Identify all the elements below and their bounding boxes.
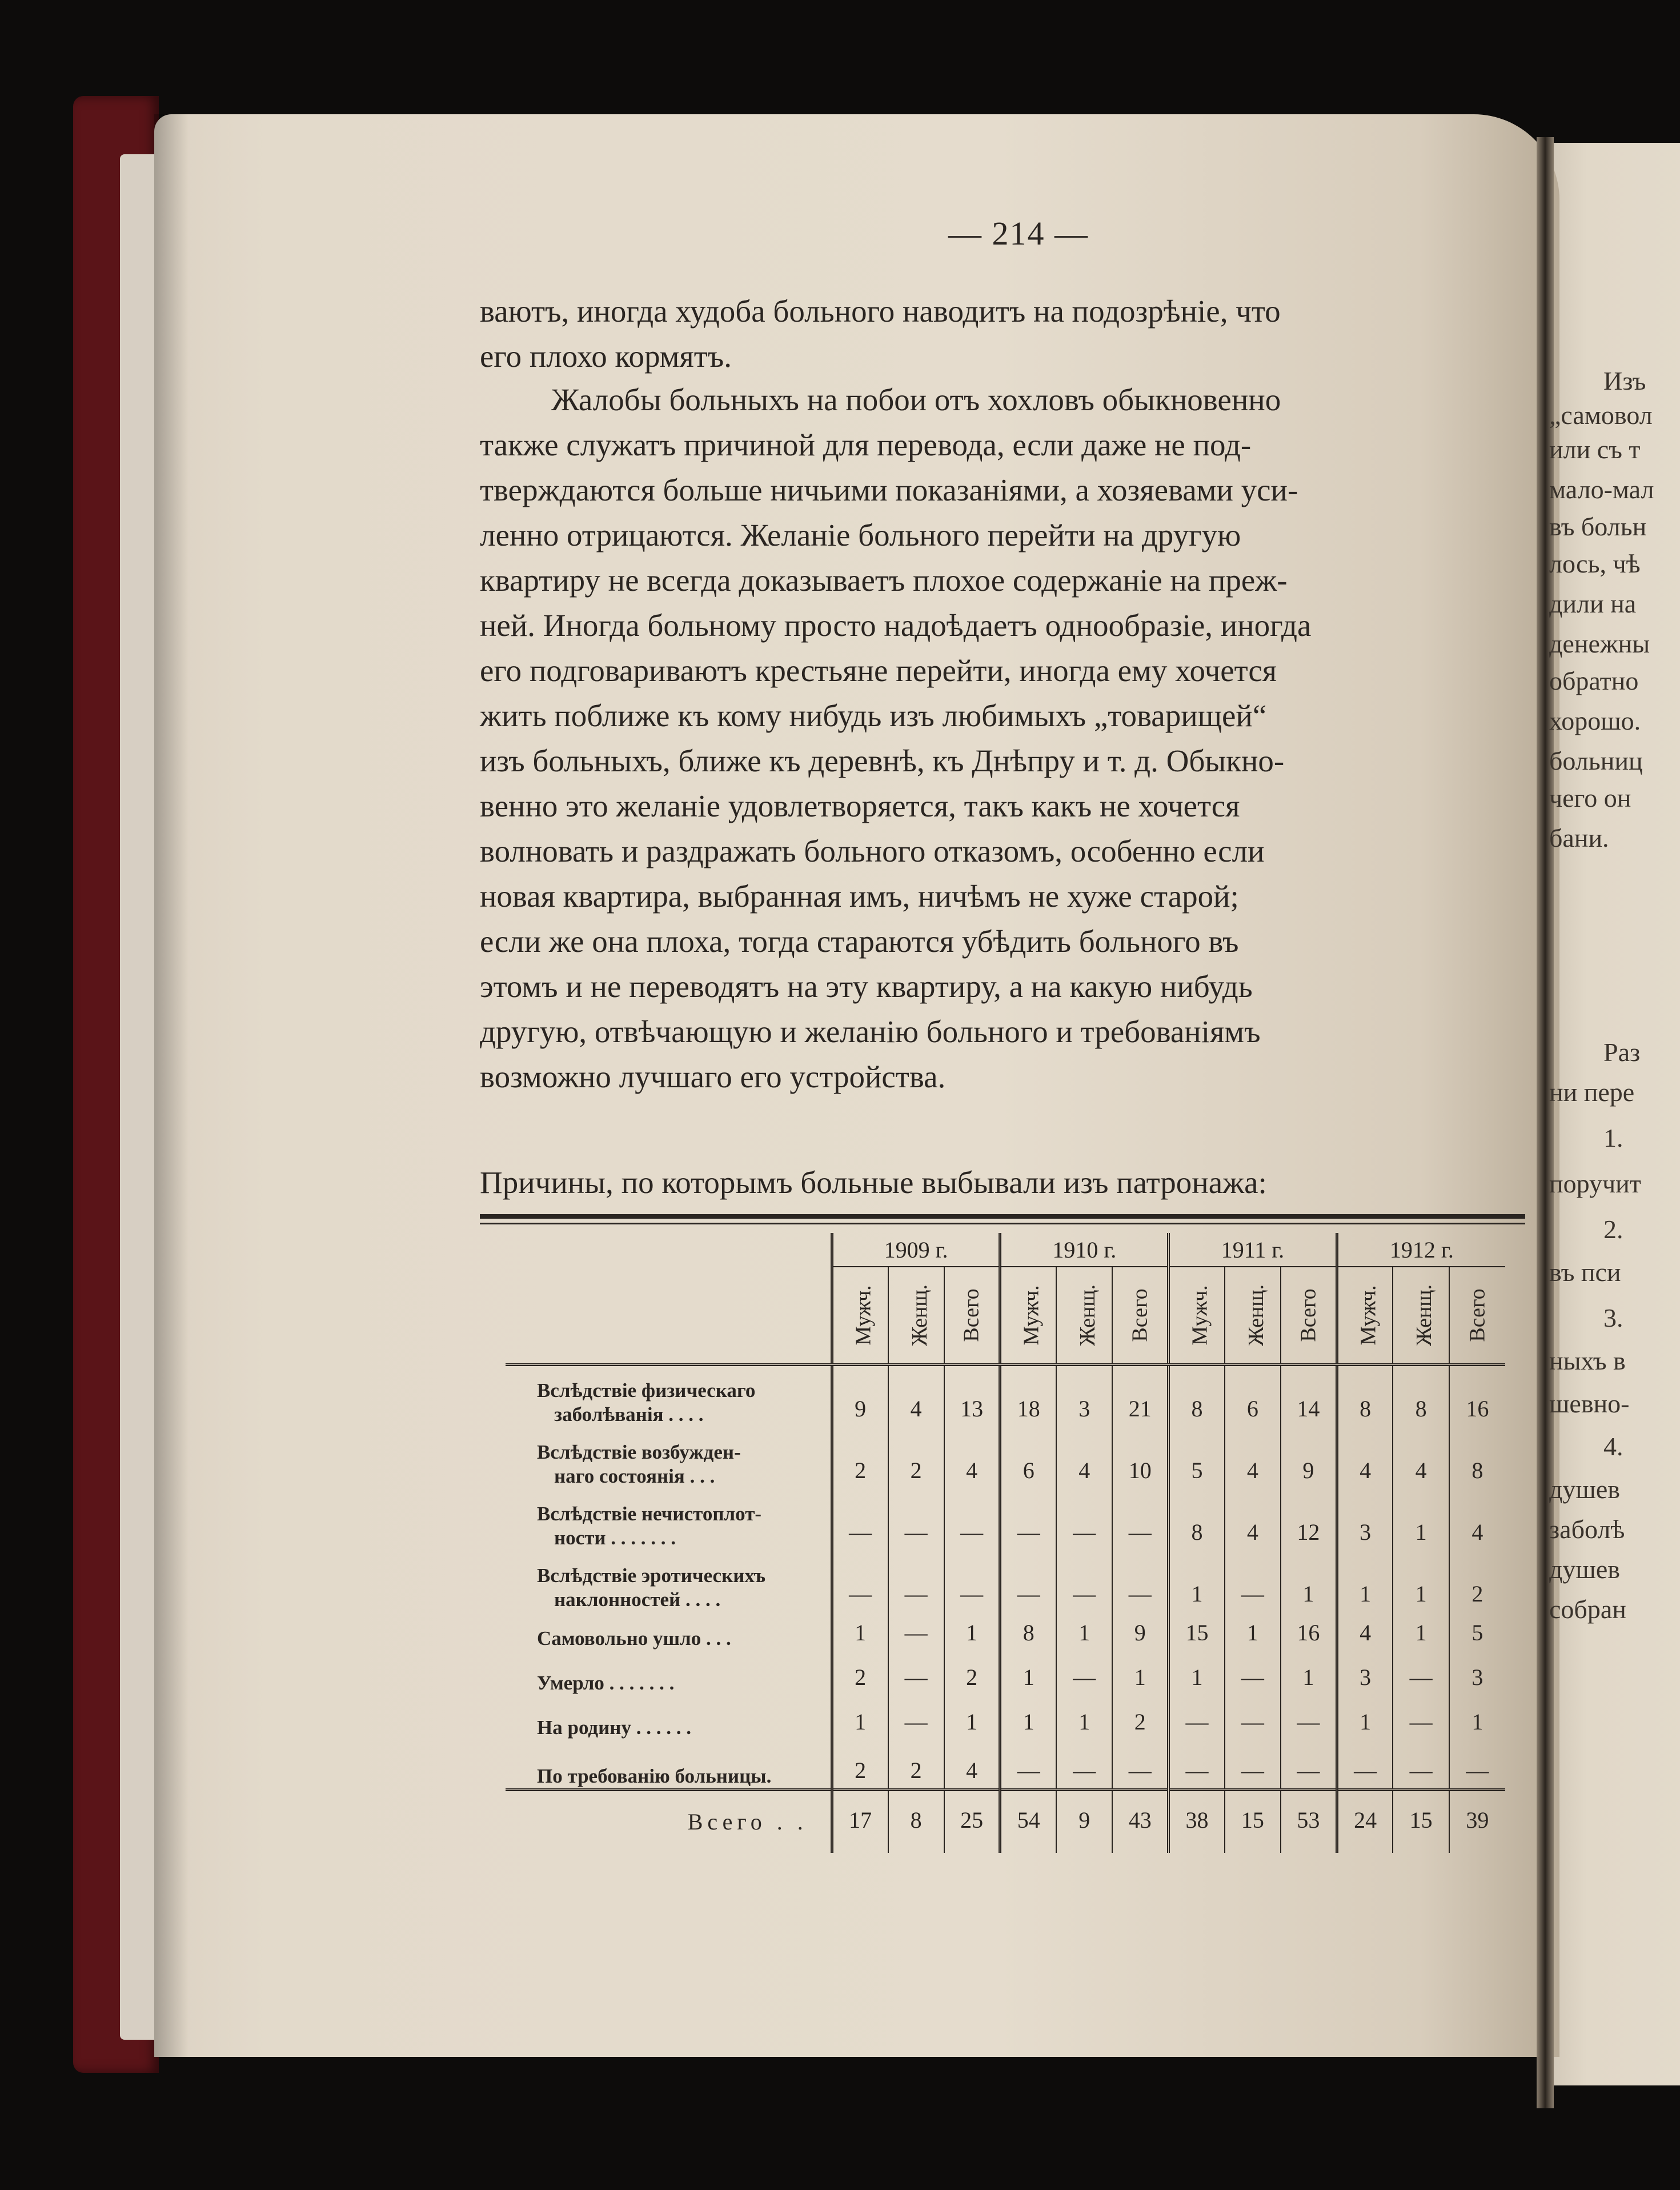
table-cell: 3 (1337, 1651, 1393, 1695)
table-cell: 2 (1449, 1550, 1505, 1612)
row-label (506, 1488, 832, 1550)
total-row (506, 1790, 1505, 1853)
table-cell: 1 (944, 1612, 1000, 1651)
table-row (506, 1550, 1505, 1612)
col-header-women: Женщ. (1056, 1267, 1112, 1365)
row-label (506, 1651, 832, 1695)
year-header: 1910 г. (1000, 1233, 1169, 1267)
table-row (506, 1651, 1505, 1695)
row-label-line: ности . . . . . . . (554, 1526, 676, 1549)
table-cell: 18 (1000, 1365, 1056, 1427)
table-cell: 3 (1337, 1488, 1393, 1550)
facing-page-line: хорошо. (1549, 706, 1641, 735)
table-cell: 4 (1449, 1488, 1505, 1550)
col-header-total: Всего (944, 1267, 1000, 1365)
table-cell: — (1056, 1550, 1112, 1612)
facing-page-line: душев (1549, 1475, 1620, 1504)
text-line: венно это желаніе удовлетворяется, такъ какъ не хочется (480, 788, 1240, 823)
row-label-line: По требованію больницы. (537, 1765, 772, 1787)
table-cell: 1 (1056, 1695, 1112, 1740)
col-header-total: Всего (1449, 1267, 1505, 1365)
row-label-line: заболѣванія . . . . (554, 1403, 704, 1426)
table-cell: 2 (1112, 1695, 1168, 1740)
text-line: также служатъ причиной для перевода, если даже не под- (480, 427, 1252, 462)
discharge-reasons-table (506, 1233, 1505, 1853)
table-cell: 2 (832, 1427, 888, 1488)
text-line: его подговариваютъ крестьяне перейти, иногда ему хочется (480, 653, 1277, 688)
table-cell: 21 (1112, 1365, 1168, 1427)
table-cell: — (1393, 1740, 1449, 1790)
table-cell: 12 (1281, 1488, 1337, 1550)
text-line: его плохо кормятъ. (480, 339, 732, 374)
row-label-line: наклонностей . . . . (554, 1588, 721, 1611)
paragraph-1 (480, 289, 1525, 379)
table-cell: 2 (888, 1740, 944, 1790)
table-cell: — (1169, 1740, 1225, 1790)
table-cell: — (1337, 1740, 1393, 1790)
table-cell: — (832, 1488, 888, 1550)
table-cell: — (1056, 1651, 1112, 1695)
paragraph-2 (480, 377, 1525, 1099)
table-cell: 1 (832, 1612, 888, 1651)
row-label (506, 1427, 832, 1488)
col-header-women: Женщ. (1393, 1267, 1449, 1365)
col-header-women: Женщ. (888, 1267, 944, 1365)
table-cell: 4 (888, 1365, 944, 1427)
table-cell: 8 (1000, 1612, 1056, 1651)
row-label-line: Вслѣдствіе возбужден- (537, 1440, 741, 1463)
table-cell: 6 (1000, 1427, 1056, 1488)
table-cell: — (1225, 1550, 1281, 1612)
table-cell: 1 (1449, 1695, 1505, 1740)
text-line: если же она плоха, тогда стараются убѣдить больного въ (480, 924, 1239, 959)
facing-page-line: Изъ (1603, 366, 1646, 395)
table-cell: 2 (944, 1651, 1000, 1695)
table-cell: 9 (832, 1365, 888, 1427)
row-label-line: Вслѣдствіе эротическихъ (537, 1564, 765, 1587)
facing-page-line: въ пси (1549, 1258, 1621, 1287)
total-cell: 25 (944, 1790, 1000, 1853)
table-cell: 16 (1449, 1365, 1505, 1427)
table-top-rule (480, 1214, 1525, 1219)
table-row (506, 1740, 1505, 1790)
facing-page-line: чего он (1549, 783, 1631, 812)
table-cell: — (1393, 1651, 1449, 1695)
page-number: — 214 — (948, 215, 1089, 252)
table-cell: 1 (1169, 1550, 1225, 1612)
facing-page-line: шевно- (1549, 1389, 1630, 1418)
table-cell: 8 (1169, 1365, 1225, 1427)
table-cell: — (1056, 1740, 1112, 1790)
table-cell: 5 (1449, 1612, 1505, 1651)
facing-page-line: „самовол (1549, 401, 1653, 430)
table-cell: — (944, 1550, 1000, 1612)
table-cell: 4 (1225, 1488, 1281, 1550)
col-header-men: Мужч. (832, 1267, 888, 1365)
table-cell: — (1225, 1651, 1281, 1695)
table-cell: — (1112, 1740, 1168, 1790)
table-cell: 1 (1112, 1651, 1168, 1695)
facing-page-line: ныхъ в (1549, 1346, 1626, 1375)
table-cell: 1 (944, 1695, 1000, 1740)
table-cell: 1 (1225, 1612, 1281, 1651)
col-header-men: Мужч. (1337, 1267, 1393, 1365)
table-cell: 5 (1169, 1427, 1225, 1488)
total-cell: 15 (1225, 1790, 1281, 1853)
total-cell: 39 (1449, 1790, 1505, 1853)
col-header-total: Всего (1281, 1267, 1337, 1365)
table-cell: 13 (944, 1365, 1000, 1427)
total-cell: 17 (832, 1790, 888, 1853)
table-cell: 4 (1225, 1427, 1281, 1488)
table-cell: 1 (1000, 1651, 1056, 1695)
table-cell: 3 (1449, 1651, 1505, 1695)
text-line: ней. Иногда больному просто надоѣдаетъ однообразіе, иногда (480, 608, 1312, 643)
text-line: возможно лучшаго его устройства. (480, 1059, 946, 1094)
text-line: другую, отвѣчающую и желанію больного и требованіямъ (480, 1014, 1261, 1049)
row-label-line: На родину . . . . . . (537, 1716, 691, 1739)
row-label (506, 1695, 832, 1740)
text-line: новая квартира, выбранная имъ, ничѣмъ не хуже старой; (480, 879, 1239, 914)
table-cell: — (832, 1550, 888, 1612)
table-cell: 4 (1056, 1427, 1112, 1488)
table-cell: 1 (1169, 1651, 1225, 1695)
table-row (506, 1488, 1505, 1550)
table-cell: 1 (1281, 1550, 1337, 1612)
text-line: Жалобы больныхъ на побои отъ хохловъ обыкновенно (551, 382, 1281, 417)
facing-page-line: собран (1549, 1595, 1626, 1624)
table-cell: 1 (1000, 1695, 1056, 1740)
table-cell: 9 (1112, 1612, 1168, 1651)
facing-page-line: лось, чѣ (1549, 549, 1641, 578)
facing-page-line: заболѣ (1549, 1515, 1625, 1544)
row-label (506, 1612, 832, 1651)
table-cell: 9 (1281, 1427, 1337, 1488)
col-header-men: Мужч. (1000, 1267, 1056, 1365)
table-cell: 2 (832, 1651, 888, 1695)
table-row (506, 1612, 1505, 1651)
facing-page-line: мало-мал (1549, 475, 1654, 504)
table-cell: — (1225, 1740, 1281, 1790)
table-cell: 4 (1337, 1612, 1393, 1651)
table-corner (506, 1233, 832, 1365)
table-cell: 16 (1281, 1612, 1337, 1651)
facing-page-line: Раз (1603, 1038, 1641, 1067)
text-line: ленно отрицаются. Желаніе больного перейти на другую (480, 518, 1241, 552)
table-cell: 1 (1337, 1550, 1393, 1612)
page-shadow (154, 114, 189, 2057)
table-cell: 4 (1393, 1427, 1449, 1488)
col-header-women: Женщ. (1225, 1267, 1281, 1365)
table-cell: — (1112, 1488, 1168, 1550)
table-cell: 4 (1337, 1427, 1393, 1488)
facing-page-line: дили на (1549, 589, 1637, 618)
row-label (506, 1550, 832, 1612)
row-label-line: Вслѣдствіе физическаго (537, 1379, 756, 1402)
book-gutter (1537, 137, 1554, 2108)
year-header: 1912 г. (1337, 1233, 1505, 1267)
table-cell: 1 (1393, 1550, 1449, 1612)
text-line: квартиру не всегда доказываетъ плохое содержаніе на преж- (480, 563, 1288, 598)
total-cell: 54 (1000, 1790, 1056, 1853)
text-line: этомъ и не переводятъ на эту квартиру, а на какую нибудь (480, 969, 1253, 1004)
table-row (506, 1365, 1505, 1427)
table-cell: 8 (1169, 1488, 1225, 1550)
total-cell: 43 (1112, 1790, 1168, 1853)
table-cell: — (1393, 1695, 1449, 1740)
row-label-line: Самовольно ушло . . . (537, 1627, 731, 1649)
row-label-line: Умерло . . . . . . . (537, 1671, 675, 1694)
text-line: волновать и раздражать больного отказомъ, особенно если (480, 834, 1265, 868)
col-header-men: Мужч. (1169, 1267, 1225, 1365)
table-cell: 2 (888, 1427, 944, 1488)
table-cell: — (888, 1695, 944, 1740)
year-header-row (506, 1233, 1505, 1267)
total-cell: 9 (1056, 1790, 1112, 1853)
col-header-total: Всего (1112, 1267, 1168, 1365)
table-cell: — (888, 1612, 944, 1651)
table-caption (480, 1160, 1525, 1205)
text-line: ваютъ, иногда худоба больного наводитъ на подозрѣніе, что (480, 294, 1281, 329)
text-line: тверждаются больше ничьими показаніями, а хозяевами уси- (480, 473, 1298, 507)
table-row (506, 1427, 1505, 1488)
facing-page-line: ни пере (1549, 1078, 1635, 1107)
total-cell: 24 (1337, 1790, 1393, 1853)
table-cell: — (1000, 1740, 1056, 1790)
table-cell: — (1000, 1488, 1056, 1550)
table-row (506, 1695, 1505, 1740)
table-body (506, 1365, 1505, 1853)
year-header: 1909 г. (832, 1233, 1000, 1267)
row-label (506, 1365, 832, 1427)
table-cell: 15 (1169, 1612, 1225, 1651)
text-line: жить поближе къ кому нибудь изъ любимыхъ „товарищей“ (480, 698, 1267, 733)
table-cell: 4 (944, 1740, 1000, 1790)
table-cell: 1 (1281, 1651, 1337, 1695)
facing-page-line: бани. (1549, 823, 1609, 852)
facing-page-line: 3. (1603, 1303, 1623, 1332)
table-cell: 1 (1393, 1488, 1449, 1550)
table-cell: 8 (1449, 1427, 1505, 1488)
table-cell: 4 (944, 1427, 1000, 1488)
table-cell: 1 (1393, 1612, 1449, 1651)
table-top-rule-thin (480, 1223, 1525, 1224)
table-cell: — (944, 1488, 1000, 1550)
facing-page-line: обратно (1549, 666, 1639, 695)
facing-page-line: 4. (1603, 1432, 1623, 1461)
row-label-line: наго состоянія . . . (554, 1464, 715, 1487)
text-line: Причины, по которымъ больные выбывали изъ патронажа: (480, 1165, 1267, 1200)
table-cell: 3 (1056, 1365, 1112, 1427)
table-cell: 1 (1337, 1695, 1393, 1740)
table-cell: 14 (1281, 1365, 1337, 1427)
facing-page-line: поручит (1549, 1169, 1641, 1198)
facing-page-line: больниц (1549, 746, 1643, 775)
facing-page-line: или съ т (1549, 435, 1641, 464)
table-cell: 1 (1056, 1612, 1112, 1651)
table-cell: 10 (1112, 1427, 1168, 1488)
facing-page-line: 1. (1603, 1123, 1623, 1152)
table-cell: — (1000, 1550, 1056, 1612)
text-line: изъ больныхъ, ближе къ деревнѣ, къ Днѣпру и т. д. Обыкно- (480, 743, 1285, 778)
table-cell: 1 (832, 1695, 888, 1740)
table-cell: — (888, 1651, 944, 1695)
total-cell: 8 (888, 1790, 944, 1853)
table-cell: — (1449, 1740, 1505, 1790)
table-cell: — (1056, 1488, 1112, 1550)
table-cell: 2 (832, 1740, 888, 1790)
total-cell: 53 (1281, 1790, 1337, 1853)
table-cell: — (888, 1550, 944, 1612)
row-label (506, 1740, 832, 1790)
facing-page-line: душев (1549, 1555, 1620, 1584)
table-cell: 8 (1337, 1365, 1393, 1427)
table-cell: — (1225, 1695, 1281, 1740)
table-cell: — (1169, 1695, 1225, 1740)
table-cell: — (1281, 1695, 1337, 1740)
table-cell: 8 (1393, 1365, 1449, 1427)
row-label-line: Вслѣдствіе нечистоплот- (537, 1502, 762, 1525)
facing-page-line: денежны (1549, 629, 1650, 658)
table-cell: — (1112, 1550, 1168, 1612)
total-label: Всего . . (506, 1790, 832, 1853)
facing-page-line: 2. (1603, 1215, 1623, 1244)
total-cell: 15 (1393, 1790, 1449, 1853)
year-header: 1911 г. (1169, 1233, 1337, 1267)
table-cell: — (1281, 1740, 1337, 1790)
table-cell: 6 (1225, 1365, 1281, 1427)
total-cell: 38 (1169, 1790, 1225, 1853)
table-cell: — (888, 1488, 944, 1550)
facing-page-line: въ больн (1549, 512, 1647, 541)
